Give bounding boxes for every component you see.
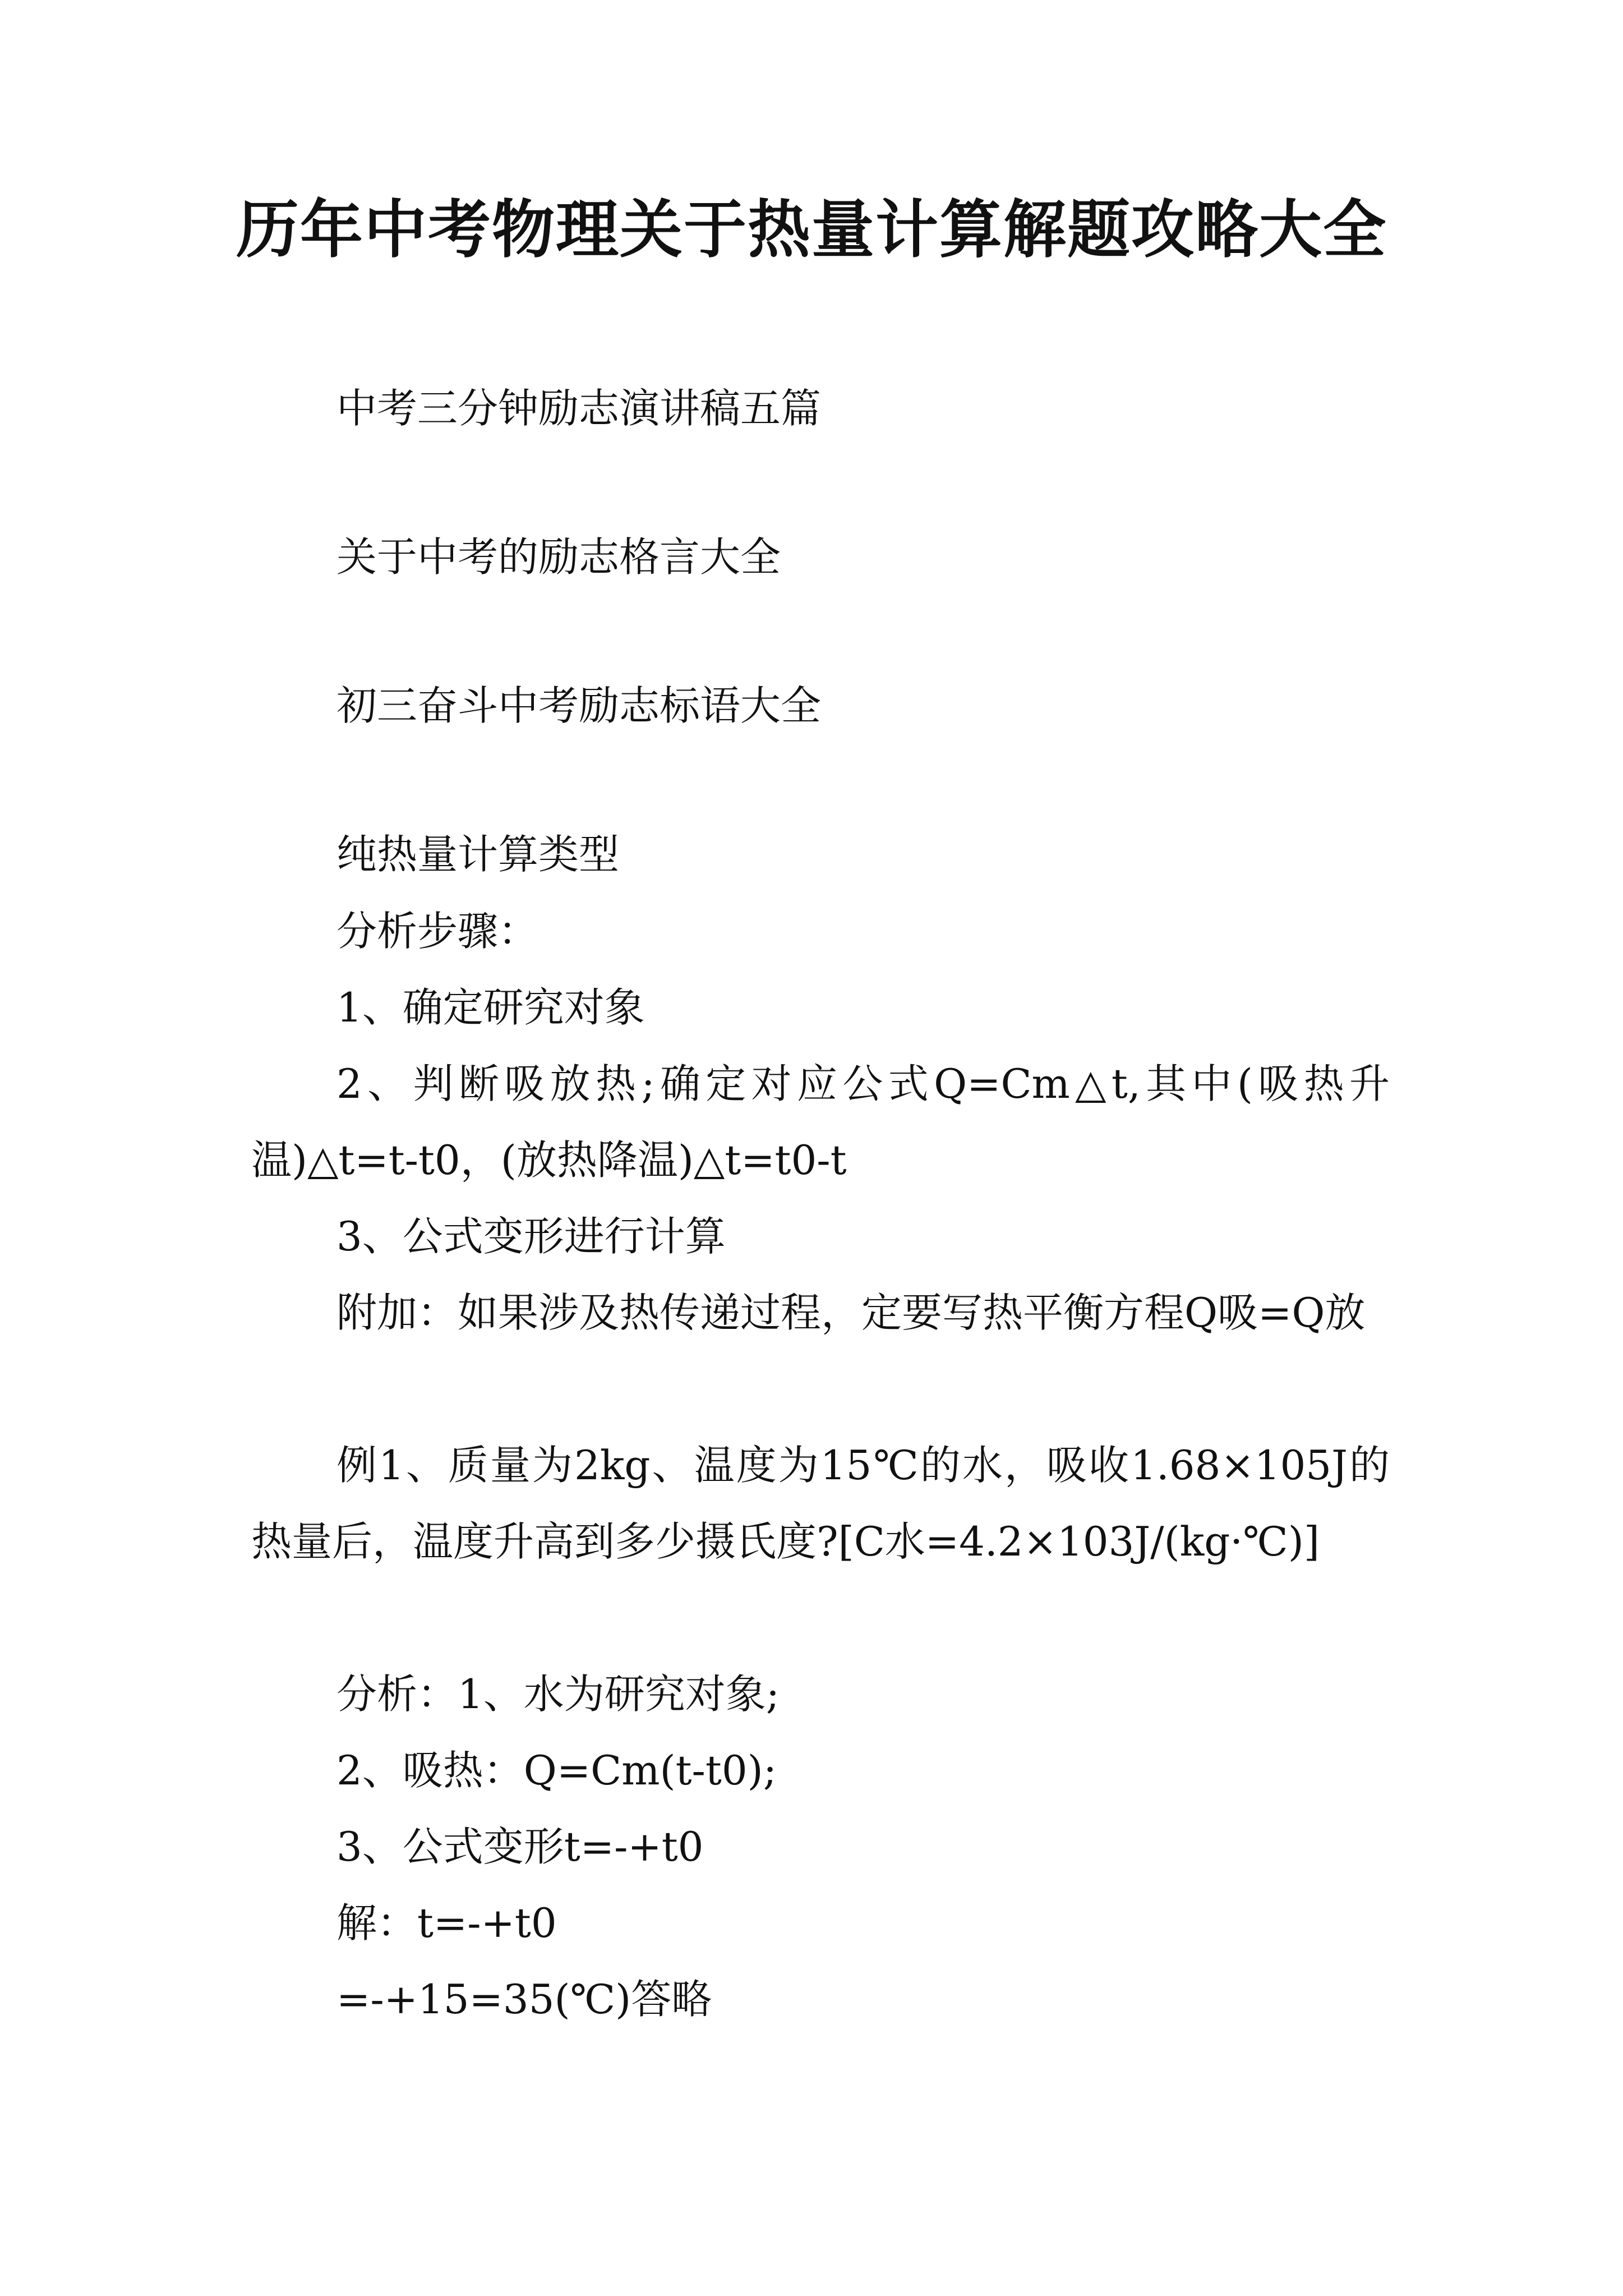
example-paragraph: 例1、质量为2kg、温度为15℃的水，吸收1.68×105J的热量后，温度升高到多少摄氏度?[C水=4.2×103J/(kg·℃)] [251, 1442, 1390, 1565]
related-link-1[interactable]: 中考三分钟励志演讲稿五篇 [336, 385, 822, 432]
solution-line-1: 解：t=-+t0 [336, 1899, 557, 1947]
analysis-line-1: 分析：1、水为研究对象; [336, 1671, 780, 1718]
steps-label: 分析步骤： [336, 908, 539, 955]
step-3: 3、公式变形进行计算 [336, 1213, 726, 1260]
section-heading: 纯热量计算类型 [336, 831, 620, 878]
document-title: 历年中考物理关于热量计算解题攻略大全 [236, 194, 1387, 266]
step-2: 2、判断吸放热;确定对应公式Q=Cm△t,其中(吸热升温)△t=t-t0，(放热降温)△t=t0-t [251, 1060, 1390, 1184]
analysis-line-3: 3、公式变形t=-+t0 [336, 1823, 704, 1870]
solution-line-2: =-+15=35(℃)答略 [336, 1976, 712, 2023]
step-1: 1、确定研究对象 [336, 984, 645, 1031]
related-link-2[interactable]: 关于中考的励志格言大全 [336, 533, 781, 581]
related-link-3[interactable]: 初三奋斗中考励志标语大全 [336, 682, 822, 729]
note-paragraph: 附加：如果涉及热传递过程，定要写热平衡方程Q吸=Q放 [336, 1289, 1366, 1336]
analysis-line-2: 2、吸热：Q=Cm(t-t0); [336, 1747, 777, 1794]
